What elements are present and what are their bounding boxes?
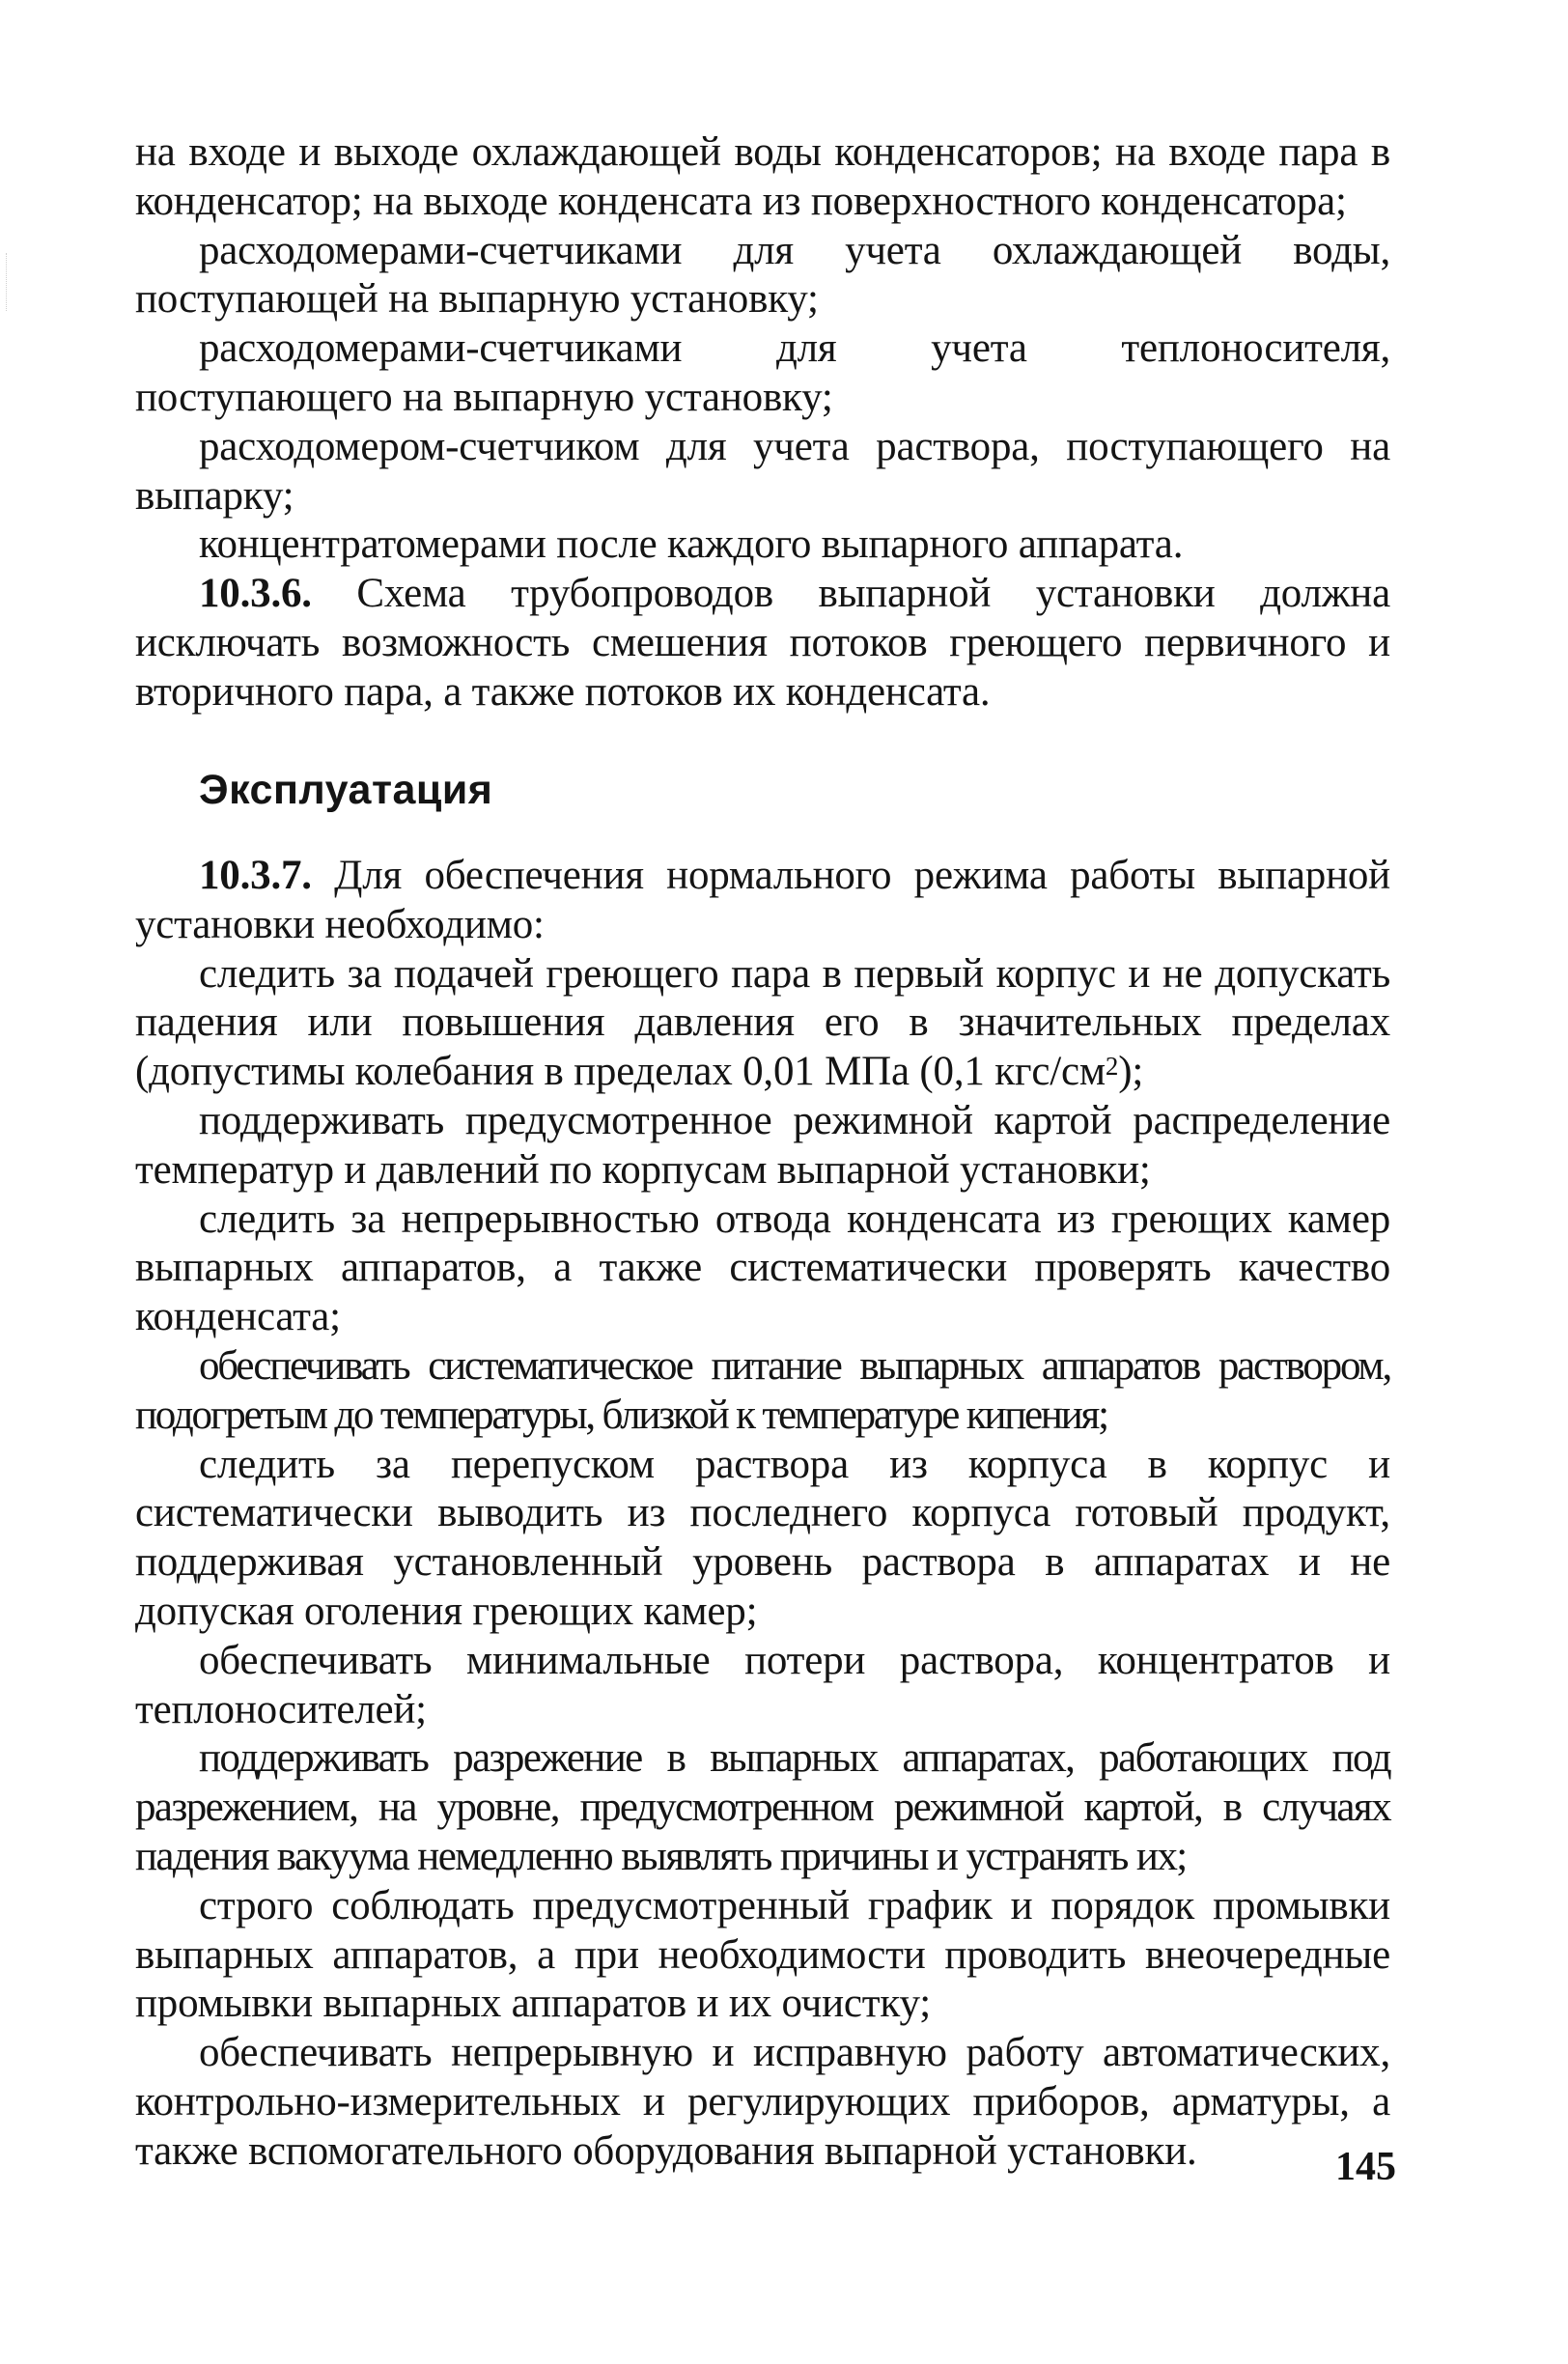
paragraph-solution-transfer: следить за перепуском раствора из корпуса в корпус и систематически выводить из последнего корпуса готовый продукт, поддерживая установленный уровень раствора в аппаратах и не допуская оголения греющих камер;	[135, 1441, 1390, 1634]
paragraph-instrumentation: обеспечивать непрерывную и исправную работу автоматических, контрольно-измерительных и регулирующих приборов, арматуры, а также вспомогательного оборудования выпарной установки.	[135, 2030, 1390, 2174]
paragraph-tail: );	[1118, 1049, 1144, 1095]
section-10-3-7	[135, 852, 1390, 950]
paragraph-text: следить за подачей греющего пара в первый корпус и не допускать падения или повышения давления его в значительных пределах (допустимы колебания в пределах 0,01 МПа (0,1 кгс/см	[135, 950, 1390, 1095]
measurement-list-block	[135, 128, 1390, 718]
paragraph-temperature-distribution: поддерживать предусмотренное режимной картой распределение температур и давлений по корпусам выпарной установки;	[135, 1097, 1390, 1193]
paragraph-minimal-losses: обеспечивать минимальные потери раствора, концентратов и теплоносителей;	[135, 1637, 1390, 1732]
paragraph-steam-supply	[135, 950, 1390, 1097]
paragraph-heat-carrier-meters: расходомерами-счетчиками для учета теплоносителя, поступающего на выпарную установку;	[135, 325, 1390, 420]
operation-requirements-block	[135, 852, 1390, 2177]
section-number: 10.3.7.	[199, 853, 312, 898]
paragraph-flushing-schedule: строго соблюдать предусмотренный график и порядок промывки выпарных аппаратов, а при необходимости проводить внеочередные промывки выпарных аппаратов и их очистку;	[135, 1882, 1390, 2027]
section-10-3-6	[135, 570, 1390, 717]
paragraph-condensate-removal: следить за непрерывностью отвода конденсата из греющих камер выпарных аппаратов, а также систематически проверять качество конденсата;	[135, 1196, 1390, 1340]
section-number: 10.3.6.	[199, 571, 312, 617]
paragraph-measurement-points: на входе и выходе охлаждающей воды конденсаторов; на входе пара в конденсатор; на выходе конденсата из поверхностного конденсатора;	[135, 129, 1390, 224]
section-text: Схема трубопроводов выпарной установки должна исключать возможность смешения потоков греющего первичного и вторичного пара, а также потоков их конденсата.	[135, 571, 1390, 715]
section-heading: Эксплуатация	[199, 767, 493, 813]
page-number: 145	[1335, 2145, 1396, 2189]
paragraph-vacuum-maintenance: поддерживать разрежение в выпарных аппаратах, работающих под разрежением, на уровне, предусмотренном режимной картой, в случаях падения вакуума немедленно выявлять причины и устранять их;	[135, 1735, 1390, 1879]
paragraph-solution-feed: обеспечивать систематическое питание выпарных аппаратов раствором, подогретым до температуры, близкой к температуре кипения;	[135, 1342, 1390, 1438]
paragraph-concentration-meters: концентратомерами после каждого выпарного аппарата.	[199, 521, 1184, 568]
section-text: Для обеспечения нормального режима работы выпарной установки необходимо:	[135, 853, 1390, 947]
scan-edge-artifact	[6, 253, 9, 311]
superscript: 2	[1105, 1052, 1119, 1082]
paragraph-solution-meter: расходомером-счетчиком для учета раствора, поступающего на выпарку;	[135, 423, 1390, 519]
paragraph-cooling-water-meters: расходомерами-счетчиками для учета охлаждающей воды, поступающей на выпарную установку;	[135, 227, 1390, 323]
